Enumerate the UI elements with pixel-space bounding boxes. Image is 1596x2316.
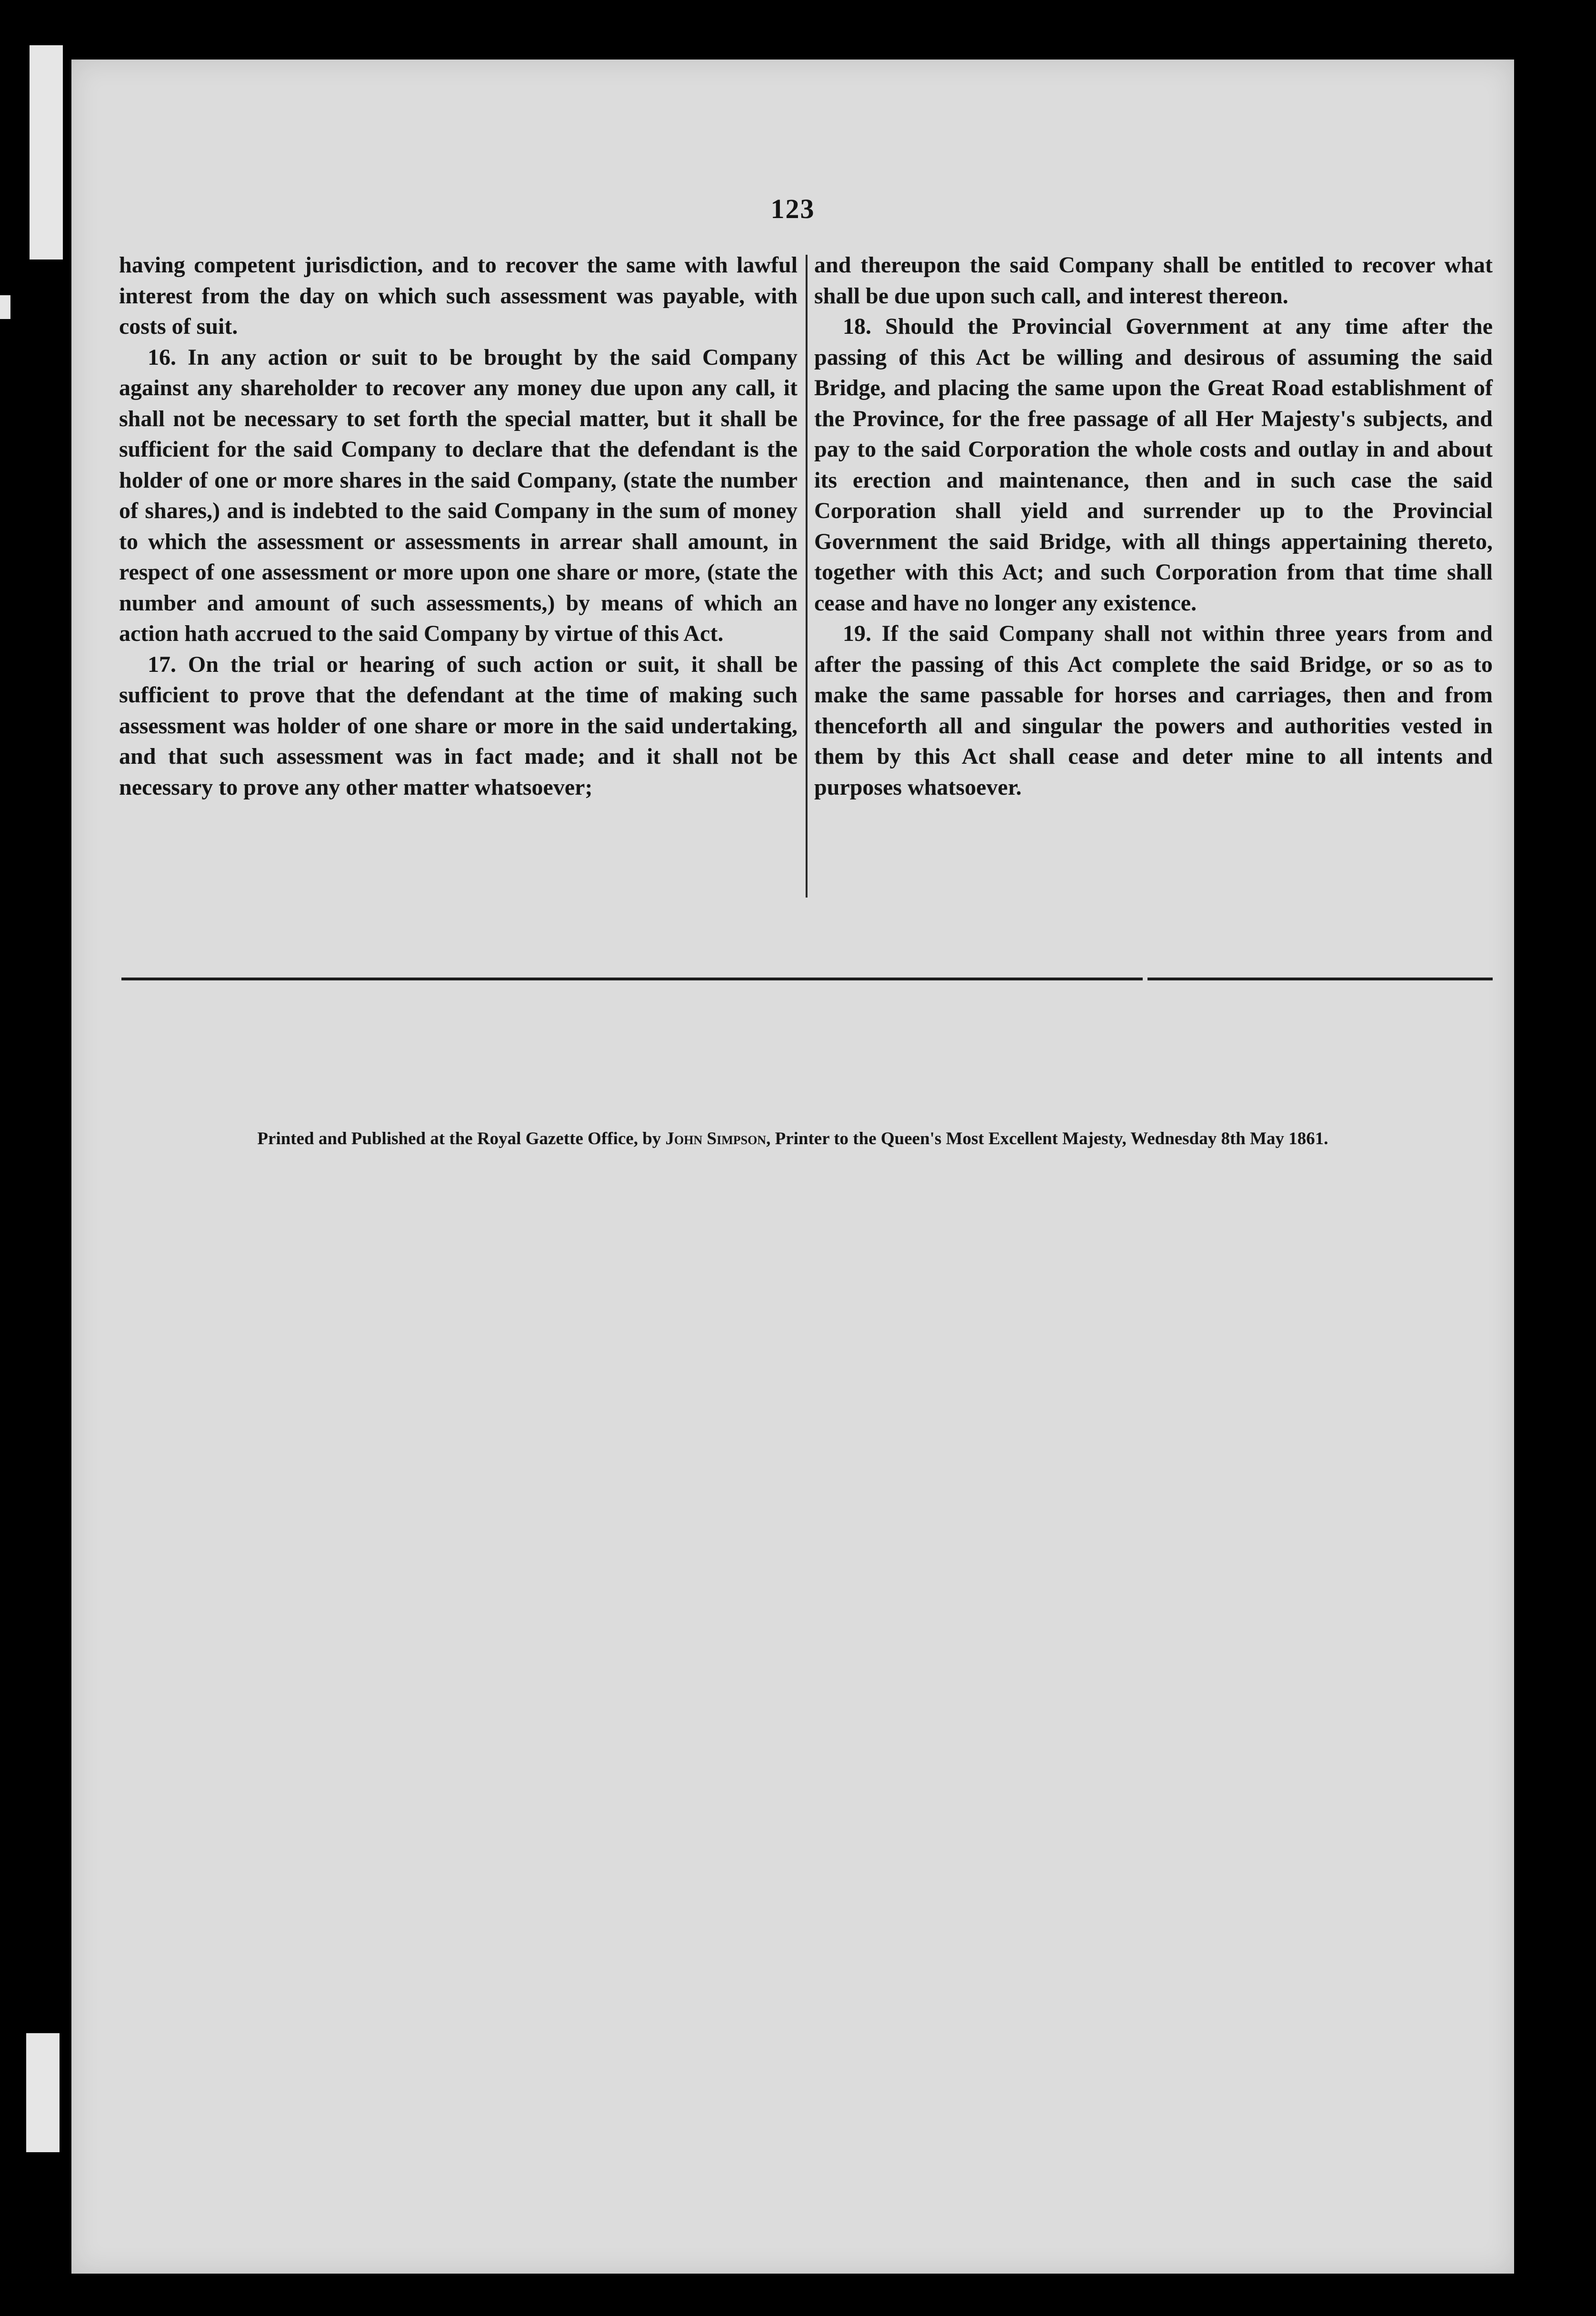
horizontal-rule-left [121,978,1143,980]
printer-imprint [71,1128,1514,1149]
imprint-text-after: , Printer to the Queen's Most Excellent Majesty, Wednesday 8th May 1861. [766,1129,1328,1148]
film-edge-mark [30,45,63,260]
section-19: 19. If the said Company shall not within three years from and after the passing of this Act complete the said Bridge, or so as to make the same passable for horses and carriages, then and from thenceforth all and singular the powers and authorities vested in them by this Act shall cease and deter mine to all intents and purposes whatsoever. [814,621,1493,800]
film-edge-mark [0,295,10,319]
document-page [71,60,1514,2274]
imprint-text-before: Printed and Published at the Royal Gazette Office, by [257,1129,666,1148]
section-17: 17. On the trial or hearing of such action or suit, it shall be sufficient to prove that the defendant at the time of making such assessment was holder of one share or more in the said undertaking, and that such assessment was in fact made; and it shall not be necessary to prove any other matter whatsoever; [119,651,798,800]
film-edge-mark [26,2033,60,2152]
left-column [119,250,798,803]
page-number: 123 [770,193,815,224]
column-divider [806,255,808,898]
paragraph-continued-right: and thereupon the said Company shall be entitled to recover what shall be due upon such call, and interest thereon. [814,252,1493,309]
imprint-printer-name: John Simpson [665,1129,767,1148]
paragraph-continued: having competent jurisdiction, and to recover the same with lawful interest from the day on which such assessment was payable, with costs of suit. [119,252,798,339]
horizontal-rule-right [1147,978,1493,980]
right-column [814,250,1493,803]
section-18: 18. Should the Provincial Government at any time after the passing of this Act be willing and desirous of assuming the said Bridge, and placing the same upon the Great Road establishment of the Province, for the free passage of all Her Majesty's subjects, and pay to the said Corporation the whole costs and outlay in and about its erection and maintenance, then and in such case the said Corporation shall yield and surrender up to the Provincial Government the said Bridge, with all things appertaining thereto, together with this Act; and such Corporation from that time shall cease and have no longer any existence. [814,314,1493,616]
section-16: 16. In any action or suit to be brought by the said Company against any shareholder to recover any money due upon any call, it shall not be necessary to set forth the special matter, but it shall be sufficient for the said Company to declare that the defendant is the holder of one or more shares in the said Company, (state the number of shares,) and is indebted to the said Company in the sum of money to which the assessment or assessments in arrear shall amount, in respect of one assessment or more upon one share or more, (state the number and amount of such assessments,) by means of which an action hath accrued to the said Company by virtue of this Act. [119,344,798,646]
